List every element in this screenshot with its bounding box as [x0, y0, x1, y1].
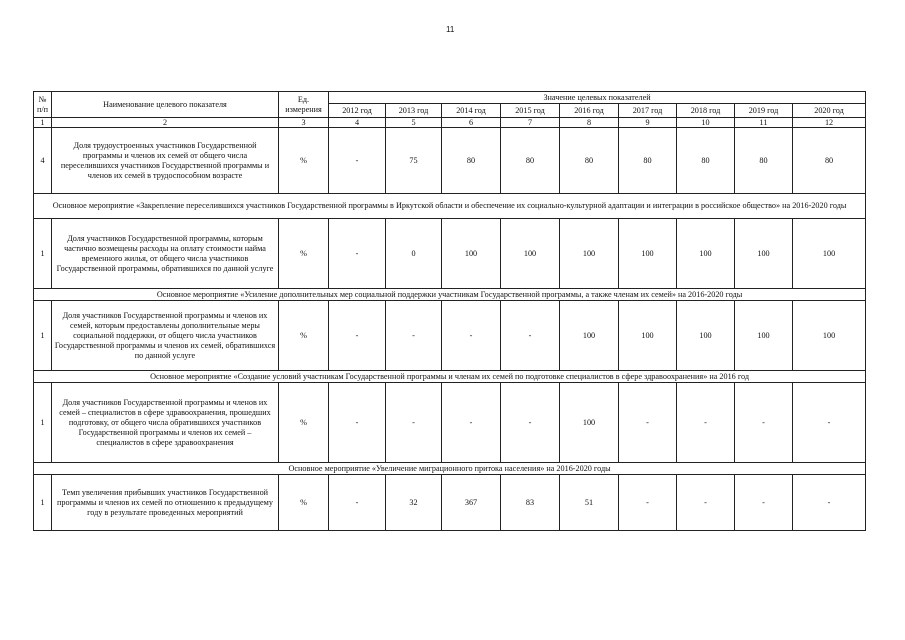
indicator-value: 75	[386, 128, 442, 194]
section-title: Основное мероприятие «Увеличение миграционного притока населения» на 2016-2020 годы	[34, 463, 866, 475]
header-year: 2012 год	[329, 104, 386, 118]
header-year: 2015 год	[501, 104, 560, 118]
indicator-value: 100	[735, 301, 793, 371]
header-num: № п/п	[34, 92, 52, 118]
indicator-row	[34, 475, 866, 531]
indicator-value: 100	[735, 219, 793, 289]
target-indicators-table	[33, 91, 866, 531]
indicator-value: -	[735, 475, 793, 531]
header-year: 2016 год	[560, 104, 619, 118]
section-title: Основное мероприятие «Усиление дополнительных мер социальной поддержки участникам Государственной программы, а также членам их семей» на 2016-2020 годы	[34, 289, 866, 301]
section-row	[34, 463, 866, 475]
header-year: 2018 год	[677, 104, 735, 118]
column-index: 12	[793, 118, 866, 128]
indicator-name: Доля трудоустроенных участников Государственной программы и членов их семей от общего числа переселившихся участников Государственной программы и членов их семей в трудоспособном возрасте	[52, 128, 279, 194]
header-indicator-name: Наименование целевого показателя	[52, 92, 279, 118]
indicator-unit: %	[279, 219, 329, 289]
indicator-value: 80	[442, 128, 501, 194]
indicator-value: -	[793, 383, 866, 463]
indicator-value: 80	[501, 128, 560, 194]
indicator-name: Доля участников Государственной программы и членов их семей, которым предоставлены дополнительные меры социальной поддержки, от общего числа участников Государственной программы и членов их семей, обратившихся по данной услуге	[52, 301, 279, 371]
column-index: 5	[386, 118, 442, 128]
column-index: 8	[560, 118, 619, 128]
column-index: 6	[442, 118, 501, 128]
indicator-value: -	[329, 128, 386, 194]
indicator-row	[34, 301, 866, 371]
column-index: 2	[52, 118, 279, 128]
indicator-value: 100	[677, 301, 735, 371]
indicator-unit: %	[279, 128, 329, 194]
header-index-row	[34, 118, 866, 128]
indicator-value: 80	[560, 128, 619, 194]
column-index: 11	[735, 118, 793, 128]
indicator-value: -	[677, 475, 735, 531]
indicator-value: 367	[442, 475, 501, 531]
section-row	[34, 371, 866, 383]
indicator-value: 80	[677, 128, 735, 194]
indicator-value: -	[793, 475, 866, 531]
indicator-value: -	[677, 383, 735, 463]
row-number: 1	[34, 301, 52, 371]
section-row	[34, 289, 866, 301]
indicator-row	[34, 219, 866, 289]
indicator-value: 100	[793, 301, 866, 371]
indicator-value: -	[735, 383, 793, 463]
indicator-value: 80	[619, 128, 677, 194]
indicator-name: Темп увеличения прибывших участников Государственной программы и членов их семей по отношению к предыдущему году в результате проведенных мероприятий	[52, 475, 279, 531]
indicator-value: 0	[386, 219, 442, 289]
indicator-value: -	[386, 301, 442, 371]
indicator-value: 32	[386, 475, 442, 531]
indicator-value: 100	[442, 219, 501, 289]
indicator-value: 80	[735, 128, 793, 194]
indicator-value: 83	[501, 475, 560, 531]
row-number: 1	[34, 219, 52, 289]
column-index: 1	[34, 118, 52, 128]
indicator-name: Доля участников Государственной программы и членов их семей – специалистов в сфере здравоохранения, прошедших подготовку, от общего числа обратившихся участников Государственной программы и членов их семей – специалистов в сфере здравоохранения	[52, 383, 279, 463]
row-number: 1	[34, 475, 52, 531]
indicator-value: 100	[619, 219, 677, 289]
page-number: 11	[446, 25, 455, 34]
indicator-value: 100	[560, 219, 619, 289]
column-index: 3	[279, 118, 329, 128]
indicator-value: -	[329, 383, 386, 463]
header-year: 2020 год	[793, 104, 866, 118]
indicator-name: Доля участников Государственной программы, которым частично возмещены расходы на оплату стоимости найма временного жилья, от общего числа участников Государственной программы, обратившихся по данной услуге	[52, 219, 279, 289]
indicator-row	[34, 128, 866, 194]
indicator-value: -	[329, 301, 386, 371]
header-year: 2019 год	[735, 104, 793, 118]
indicator-value: 51	[560, 475, 619, 531]
indicator-value: -	[501, 301, 560, 371]
indicator-value: 100	[501, 219, 560, 289]
row-number: 4	[34, 128, 52, 194]
row-number: 1	[34, 383, 52, 463]
indicator-value: 100	[560, 383, 619, 463]
section-title: Основное мероприятие «Создание условий участникам Государственной программы и членам их семей по подготовке специалистов в сфере здравоохранения» на 2016 год	[34, 371, 866, 383]
indicator-value: -	[619, 383, 677, 463]
indicator-value: -	[501, 383, 560, 463]
indicator-unit: %	[279, 475, 329, 531]
column-index: 4	[329, 118, 386, 128]
header-year: 2013 год	[386, 104, 442, 118]
indicator-value: -	[442, 383, 501, 463]
indicator-unit: %	[279, 301, 329, 371]
indicator-row	[34, 383, 866, 463]
section-title: Основное мероприятие «Закрепление переселившихся участников Государственной программы в Иркутской области и обеспечение их социально-культурной адаптации и интеграции в российское общество» на 2016-2020 годы	[34, 194, 866, 219]
column-index: 9	[619, 118, 677, 128]
indicator-value: 100	[619, 301, 677, 371]
indicator-value: -	[619, 475, 677, 531]
indicator-value: -	[329, 219, 386, 289]
indicator-value: 100	[793, 219, 866, 289]
header-year: 2014 год	[442, 104, 501, 118]
indicator-value: 100	[560, 301, 619, 371]
header-unit: Ед. измерения	[279, 92, 329, 118]
indicator-value: -	[386, 383, 442, 463]
header-values-group: Значение целевых показателей	[329, 92, 866, 104]
indicator-value: -	[442, 301, 501, 371]
column-index: 7	[501, 118, 560, 128]
header-row-top	[34, 92, 866, 104]
indicator-value: 80	[793, 128, 866, 194]
column-index: 10	[677, 118, 735, 128]
indicator-value: 100	[677, 219, 735, 289]
header-year: 2017 год	[619, 104, 677, 118]
indicator-unit: %	[279, 383, 329, 463]
indicator-value: -	[329, 475, 386, 531]
section-row	[34, 194, 866, 219]
